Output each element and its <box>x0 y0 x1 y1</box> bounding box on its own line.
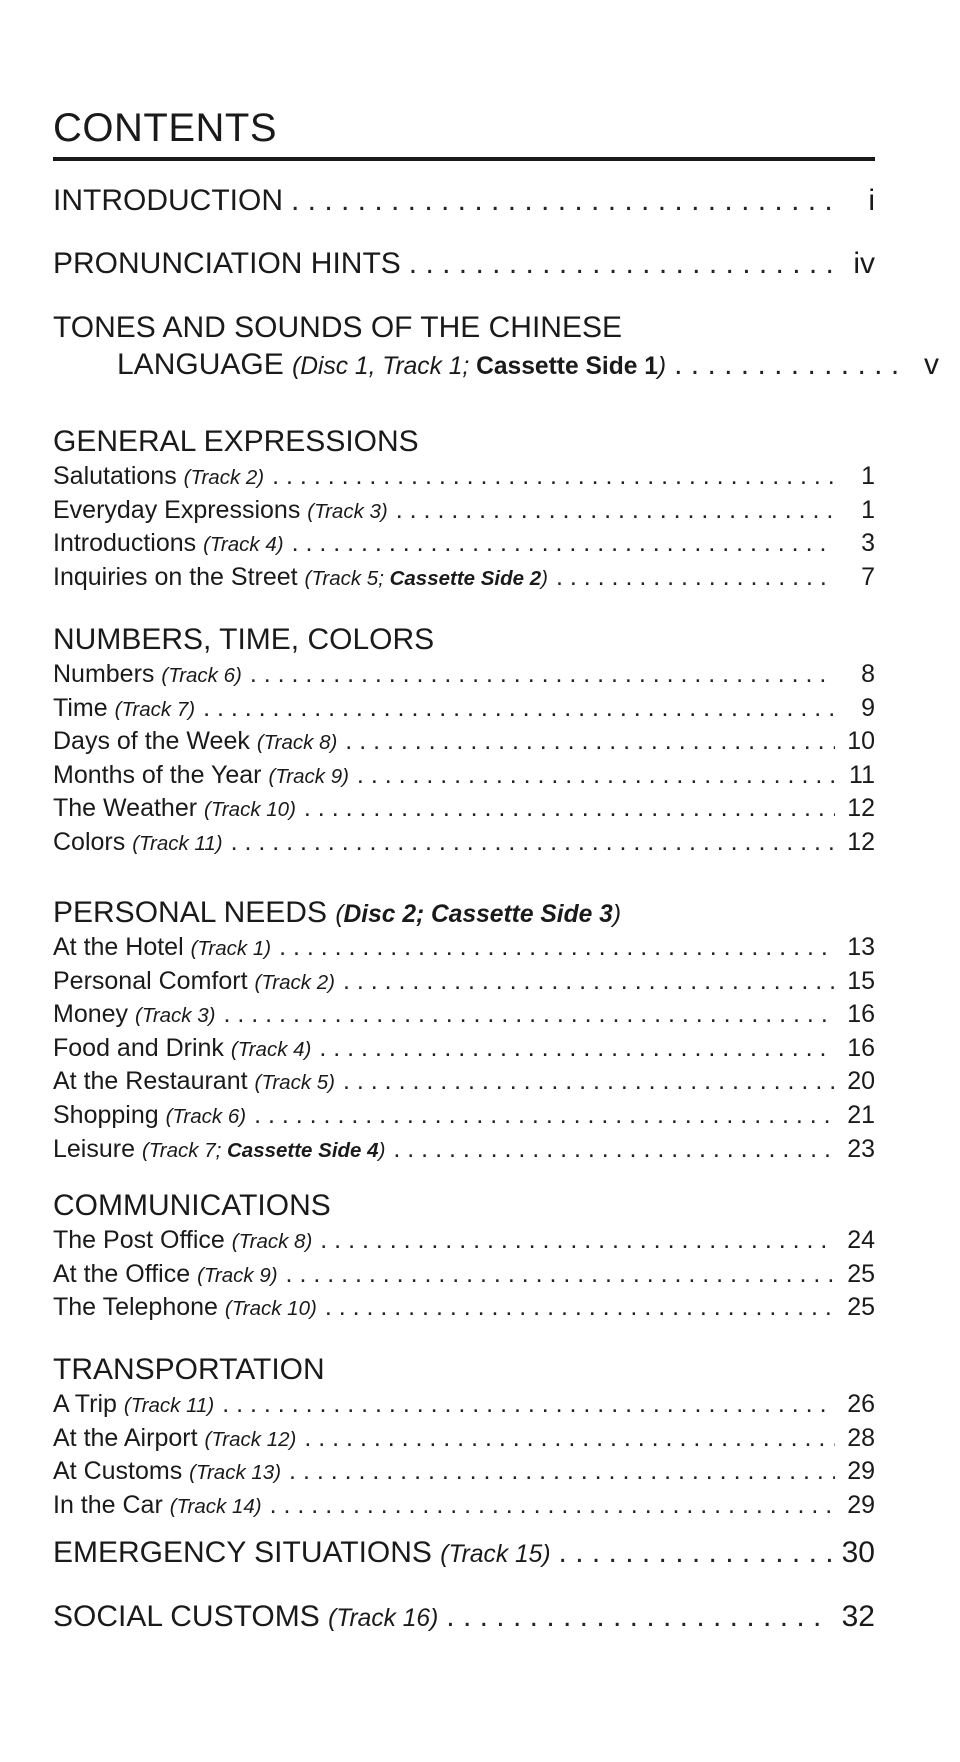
toc-entry[interactable] <box>53 1101 875 1133</box>
entry-label <box>53 1293 317 1322</box>
entry-label <box>53 1600 438 1634</box>
entry-label <box>53 1491 262 1520</box>
toc-entry[interactable] <box>53 1000 875 1032</box>
dot-leader <box>223 1000 835 1029</box>
entry-label-text: The Telephone <box>53 1293 218 1322</box>
page-number: 28 <box>847 1423 875 1452</box>
dot-leader <box>343 1067 835 1096</box>
page-number: 21 <box>847 1101 875 1129</box>
entry-label <box>53 794 296 823</box>
page-number: 11 <box>849 760 875 789</box>
entry-label <box>53 1067 335 1096</box>
page-number: 10 <box>847 727 875 756</box>
page-number: 15 <box>847 966 875 995</box>
page-number: 25 <box>847 1293 875 1322</box>
entry-label-text: LANGUAGE <box>117 348 284 381</box>
entry-label: INTRODUCTION <box>53 184 283 217</box>
entry-label-text: At Customs <box>53 1457 183 1486</box>
track-ref: (Track 11) <box>132 832 223 855</box>
entry-label <box>53 1260 278 1289</box>
toc-entry-introduction[interactable] <box>53 184 875 224</box>
page-number: 7 <box>861 562 875 591</box>
entry-label-text: Leisure <box>53 1134 135 1163</box>
track-ref: (Track 6) <box>161 664 242 687</box>
track-ref: (Track 4) <box>230 1037 312 1061</box>
entry-label <box>53 1424 296 1453</box>
cassette-ref: Cassette Side 1 <box>476 353 658 380</box>
entry-label <box>53 933 271 962</box>
dot-leader <box>292 529 835 558</box>
dot-leader <box>286 1260 835 1289</box>
page-number: 9 <box>861 693 875 722</box>
track-ref: (Track 15) <box>440 1541 551 1568</box>
toc-entry[interactable] <box>53 563 875 595</box>
entry-label-text: Money <box>53 1000 129 1029</box>
track-ref: (Track 5; <box>304 566 390 590</box>
track-ref: (Disc 1, Track 1; <box>292 353 477 380</box>
toc-entry[interactable] <box>53 496 875 528</box>
page-number: 30 <box>841 1536 875 1569</box>
dot-leader <box>345 727 835 756</box>
page-number: v <box>924 348 939 381</box>
section-heading <box>53 1352 325 1388</box>
dot-leader <box>357 761 835 790</box>
dot-leader <box>325 1293 835 1322</box>
track-ref: (Track 7) <box>114 697 196 721</box>
page-number: iv <box>853 247 875 280</box>
page-number: 16 <box>847 1000 875 1029</box>
toc-entry[interactable] <box>53 660 875 692</box>
dot-leader <box>270 1491 835 1520</box>
page-number: 29 <box>847 1457 875 1486</box>
section-heading-ref-open: ( <box>335 901 344 928</box>
toc-entry[interactable] <box>53 694 875 726</box>
dot-leader <box>254 1101 835 1130</box>
track-ref: (Track 11) <box>123 1394 215 1417</box>
dot-leader <box>250 660 835 689</box>
toc-entry[interactable] <box>53 1067 875 1099</box>
page-number: 12 <box>847 828 875 856</box>
track-ref: (Track 6) <box>165 1105 247 1128</box>
track-ref: (Track 2) <box>254 970 335 994</box>
entry-label-text: At the Office <box>53 1259 191 1288</box>
entry-label-text: At the Airport <box>53 1423 198 1452</box>
entry-label-text: Shopping <box>53 1101 159 1129</box>
track-ref: (Track 16) <box>328 1605 439 1632</box>
dot-leader <box>272 462 835 491</box>
page-number: 25 <box>847 1259 875 1288</box>
toc-entry[interactable] <box>53 828 875 860</box>
toc-entry[interactable] <box>53 1293 875 1325</box>
dot-leader <box>203 694 835 723</box>
section-heading-text: GENERAL EXPRESSIONS <box>53 425 419 458</box>
page-number: 1 <box>861 495 875 524</box>
entry-label <box>53 727 337 756</box>
dot-leader <box>343 967 835 996</box>
track-ref: (Track 5) <box>254 1071 335 1095</box>
toc-entry[interactable] <box>53 1034 875 1066</box>
contents-page <box>53 0 939 1762</box>
dot-leader <box>409 247 835 281</box>
section-heading <box>53 622 434 658</box>
page-number: 13 <box>847 933 875 961</box>
toc-entry[interactable] <box>53 967 875 999</box>
dot-leader <box>674 348 899 382</box>
entry-label-text: Inquiries on the Street <box>53 562 298 591</box>
toc-entry-social-customs[interactable] <box>53 1600 875 1640</box>
page-number: 32 <box>841 1600 875 1633</box>
entry-label-text: EMERGENCY SITUATIONS <box>53 1536 432 1569</box>
track-ref-close: ) <box>657 353 667 380</box>
toc-entry[interactable] <box>53 1226 875 1258</box>
entry-label <box>117 348 666 382</box>
toc-entry-tones-line1: TONES AND SOUNDS OF THE CHINESE <box>53 311 622 344</box>
page-number: 12 <box>847 794 875 823</box>
entry-label <box>53 694 195 723</box>
dot-leader <box>393 1135 835 1164</box>
page-number: 1 <box>861 462 875 490</box>
dot-leader <box>556 563 835 592</box>
entry-label <box>53 1457 281 1486</box>
entry-label <box>53 828 223 857</box>
toc-entry[interactable] <box>53 1491 875 1523</box>
section-heading-text: TRANSPORTATION <box>53 1353 325 1386</box>
entry-label-text: The Weather <box>53 794 198 823</box>
track-ref: (Track 3) <box>307 499 388 523</box>
toc-entry[interactable] <box>53 727 875 759</box>
entry-label-text: Numbers <box>53 660 155 688</box>
entry-label-text: Introductions <box>53 529 197 558</box>
toc-entry[interactable] <box>53 1390 875 1422</box>
toc-entry-emergency-situations[interactable] <box>53 1536 875 1576</box>
track-ref-close: ) <box>541 566 548 590</box>
entry-label <box>53 1390 214 1419</box>
page-number: 16 <box>847 1033 875 1062</box>
entry-label-text: In the Car <box>53 1490 163 1519</box>
toc-entry[interactable] <box>53 933 875 965</box>
dot-leader <box>291 184 835 218</box>
entry-label-text: SOCIAL CUSTOMS <box>53 1600 320 1633</box>
cassette-ref: Cassette Side 2 <box>389 566 542 590</box>
entry-label-text: Days of the Week <box>53 727 250 756</box>
page-number: 3 <box>861 529 875 558</box>
dot-leader <box>396 496 835 525</box>
entry-label <box>53 1101 246 1130</box>
dot-leader <box>319 1034 835 1063</box>
track-ref-close: ) <box>378 1138 386 1162</box>
entry-label-text: The Post Office <box>53 1226 225 1254</box>
entry-label <box>53 1000 215 1029</box>
section-heading <box>53 1188 331 1224</box>
entry-label <box>53 660 242 689</box>
dot-leader <box>279 933 835 962</box>
entry-label <box>53 529 284 558</box>
entry-label-text: At the Hotel <box>53 933 184 961</box>
entry-label <box>53 967 335 996</box>
dot-leader <box>231 828 835 857</box>
entry-label <box>53 1536 551 1570</box>
dot-leader <box>320 1226 835 1255</box>
entry-label <box>53 761 349 790</box>
toc-entry[interactable] <box>53 794 875 826</box>
entry-label <box>53 1034 311 1063</box>
track-ref: (Track 12) <box>204 1427 297 1451</box>
page-number: 8 <box>861 660 875 688</box>
dot-leader <box>289 1457 835 1486</box>
entry-label <box>53 563 548 592</box>
section-heading-text: NUMBERS, TIME, COLORS <box>53 623 435 656</box>
section-heading-ref: Disc 2; Cassette Side 3 <box>343 901 613 928</box>
entry-label: PRONUNCIATION HINTS <box>53 247 401 280</box>
track-ref: (Track 4) <box>203 533 284 557</box>
toc-entry[interactable] <box>53 1424 875 1456</box>
cassette-ref: Cassette Side 4 <box>227 1138 379 1162</box>
entry-label-text: Salutations <box>53 462 177 490</box>
track-ref: (Track 9) <box>268 764 349 788</box>
toc-entry[interactable] <box>53 761 875 793</box>
dot-leader <box>304 1424 835 1453</box>
toc-entry[interactable] <box>53 1135 875 1167</box>
toc-entry-pronunciation-hints[interactable] <box>53 247 875 287</box>
toc-entry[interactable] <box>53 462 875 494</box>
track-ref: (Track 1) <box>190 937 272 960</box>
toc-entry[interactable] <box>53 1260 875 1292</box>
track-ref: (Track 8) <box>231 1230 313 1253</box>
section-heading-ref-close: ) <box>612 901 622 928</box>
entry-label <box>53 1135 385 1164</box>
section-heading-text: COMMUNICATIONS <box>53 1189 331 1222</box>
section-heading <box>53 424 419 460</box>
dot-leader <box>446 1600 831 1634</box>
page-title: CONTENTS <box>53 106 277 150</box>
page-number: 26 <box>847 1390 875 1418</box>
track-ref: (Track 10) <box>204 798 296 822</box>
entry-label-text: Time <box>53 693 108 722</box>
dot-leader <box>559 1536 832 1570</box>
section-heading-text: PERSONAL NEEDS <box>53 896 327 929</box>
page-number: 24 <box>847 1226 875 1254</box>
page-number: 23 <box>847 1134 875 1163</box>
entry-label <box>53 462 264 491</box>
entry-label-text: Colors <box>53 828 126 856</box>
page-number: 29 <box>847 1490 875 1519</box>
dot-leader <box>222 1390 835 1419</box>
track-ref: (Track 14) <box>169 1494 262 1518</box>
track-ref: (Track 13) <box>189 1461 282 1485</box>
title-rule <box>53 157 875 161</box>
track-ref: (Track 2) <box>183 466 265 489</box>
track-ref: (Track 7; <box>141 1138 227 1162</box>
entry-label-text: A Trip <box>53 1390 117 1418</box>
track-ref: (Track 8) <box>256 731 338 755</box>
entry-label-text: Everyday Expressions <box>53 495 301 524</box>
section-heading <box>53 895 621 933</box>
entry-label-text: Personal Comfort <box>53 966 248 995</box>
track-ref: (Track 9) <box>197 1263 278 1287</box>
entry-label-text: Months of the Year <box>53 760 262 789</box>
toc-entry[interactable] <box>53 529 875 561</box>
dot-leader <box>304 794 835 823</box>
track-ref: (Track 10) <box>224 1297 317 1321</box>
page-number: i <box>868 184 875 217</box>
entry-label <box>53 1226 312 1255</box>
page-number: 20 <box>847 1067 875 1096</box>
track-ref: (Track 3) <box>135 1004 216 1028</box>
entry-label-text: Food and Drink <box>53 1033 224 1062</box>
entry-label <box>53 496 388 525</box>
entry-label-text: At the Restaurant <box>53 1067 248 1096</box>
toc-entry-tones-language[interactable] <box>53 348 939 388</box>
toc-entry[interactable] <box>53 1457 875 1489</box>
